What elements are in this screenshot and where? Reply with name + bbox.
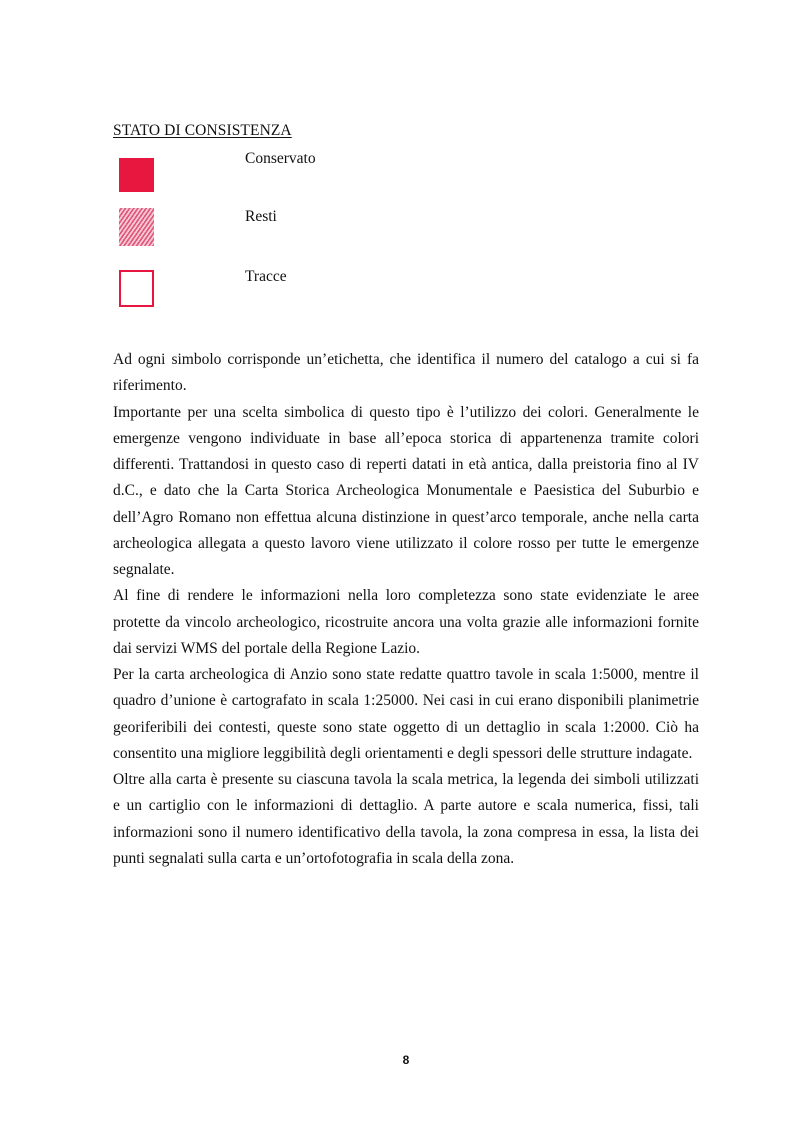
paragraph: Ad ogni simbolo corrisponde un’etichetta, che identifica il numero del catalogo a cui si fa riferimento.: [113, 351, 699, 395]
legend-label: Conservato: [245, 150, 316, 167]
legend-label: Tracce: [245, 268, 287, 285]
page-number: 8: [402, 1053, 410, 1067]
legend-title: STATO DI CONSISTENZA: [113, 122, 292, 139]
body-text: [113, 347, 699, 872]
paragraph: Al fine di rendere le informazioni nella loro completezza sono state evidenziate le aree protette da vincolo archeologico, ricostruite ancora una volta grazie alle informazioni fornite dai servizi WMS del portale della Regione Lazio.: [113, 587, 699, 657]
outline-red-square-icon: [119, 270, 154, 307]
legend-label: Resti: [245, 208, 277, 225]
paragraph: Oltre alla carta è presente su ciascuna tavola la scala metrica, la legenda dei simboli utilizzati e un cartiglio con le informazioni di dettaglio. A parte autore e scala numerica, fissi, tali informazioni sono il numero identificativo della tavola, la zona compresa in essa, la lista dei punti segnalati sulla carta e un’ortofotografia in scala della zona.: [113, 771, 699, 867]
hatched-red-square-icon: [119, 208, 154, 246]
paragraph: Importante per una scelta simbolica di questo tipo è l’utilizzo dei colori. Generalmente le emergenze vengono individuate in base all’epoca storica di appartenenza tramite colori differenti. Trattandosi in questo caso di reperti datati in età antica, dalla preistoria fino al IV d.C., e dato che la Carta Storica Archeologica Monumentale e Paesistica del Suburbio e dell’Agro Romano non effettua alcuna distinzione in quest’arco temporale, anche nella carta archeologica allegata a questo lavoro viene utilizzato il colore rosso per tutte le emergenze segnalate.: [113, 403, 699, 578]
legend-item-tracce: [0, 268, 794, 308]
legend-item-resti: [0, 208, 794, 248]
paragraph: Per la carta archeologica di Anzio sono state redatte quattro tavole in scala 1:5000, mentre il quadro d’unione è cartografato in scala 1:25000. Nei casi in cui erano disponibili planimetrie georiferibili dei contesti, queste sono state oggetto di un dettaglio in scala 1:2000. Ciò ha consentito una migliore leggibilità degli orientamenti e degli spessori delle strutture indagate.: [113, 666, 699, 762]
legend-item-conservato: [0, 150, 794, 190]
solid-red-square-icon: [119, 158, 154, 192]
